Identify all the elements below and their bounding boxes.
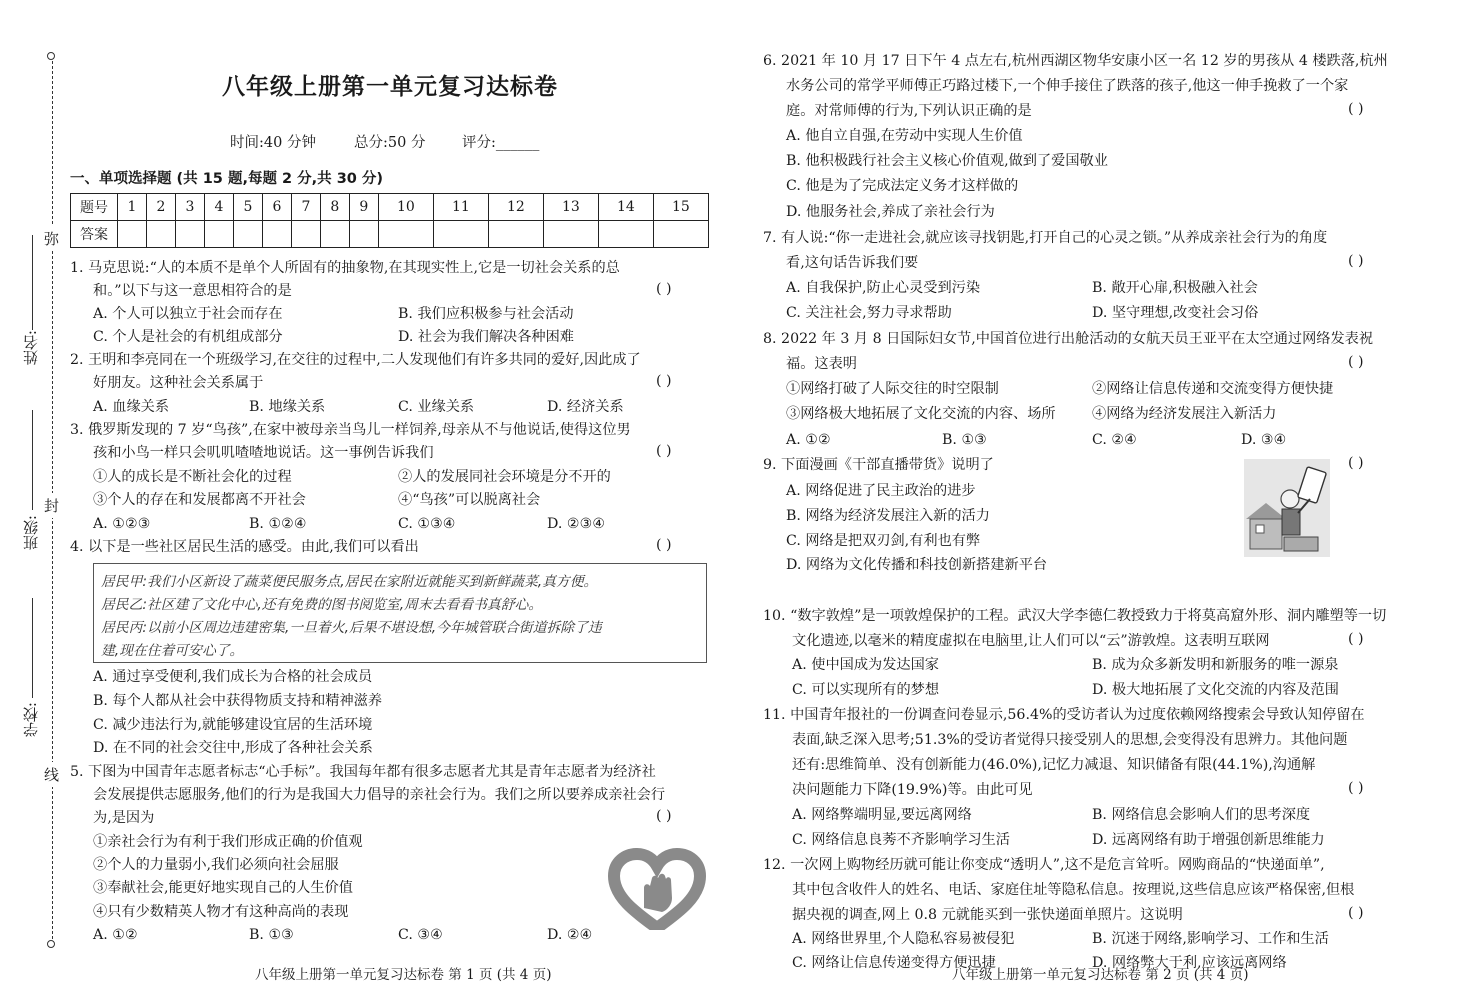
- q2-option-a: A. 血缘关系: [93, 399, 170, 415]
- page-title: 八年级上册第一单元复习达标卷: [222, 74, 558, 100]
- exam-grade: 评分:______: [462, 135, 540, 151]
- q7-answer-bracket: ( ): [1348, 253, 1364, 269]
- q5-option-c: C. ③④: [398, 927, 443, 943]
- q12-option-c: C. 网络让信息传递变得方便迅捷: [792, 955, 996, 971]
- q7-option-a: A. 自我保护,防止心灵受到污染: [786, 280, 981, 296]
- q9-option-d: D. 网络为文化传播和科技创新搭建新平台: [786, 557, 1048, 573]
- q8-statement-2: ②网络让信息传递和交流变得方便快捷: [1092, 381, 1334, 397]
- q8-option-c: C. ②④: [1092, 432, 1137, 448]
- question-number: 5: [233, 194, 262, 221]
- q1-option-d: D. 社会为我们解决各种困难: [398, 329, 574, 345]
- q12-stem-line-3: 据央视的调查,网上 0.8 元就能买到一张快递面单照片。这说明: [792, 907, 1183, 923]
- q6-option-b: B. 他积极践行社会主义核心价值观,做到了爱国敬业: [786, 153, 1108, 169]
- question-number: 3: [175, 194, 204, 221]
- q8-option-a: A. ①②: [786, 432, 831, 448]
- q3-statement-4: ④“鸟孩”可以脱离社会: [398, 492, 541, 508]
- q2-stem-line-2: 好朋友。这种社会关系属于: [93, 375, 264, 391]
- answer-table-number-row: [71, 194, 709, 221]
- question-number: 7: [291, 194, 320, 221]
- q6-stem-line-1: 6. 2021 年 10 月 17 日下午 4 点左右,杭州西湖区物华安康小区一名 12 岁的男孩从 4 楼跌落,杭州: [763, 53, 1388, 69]
- q12-stem-line-2: 其中包含收件人的姓名、电话、家庭住址等隐私信息。按理说,这些信息应该严格保密,但根: [792, 882, 1355, 898]
- q3-statement-3: ③个人的存在和发展都离不开社会: [93, 492, 306, 508]
- q3-statement-2: ②人的发展同社会环境是分不开的: [398, 469, 611, 485]
- question-number: 11: [433, 194, 488, 221]
- q8-statement-1: ①网络打破了人际交往的时空限制: [786, 381, 999, 397]
- q7-option-d: D. 坚守理想,改变社会习俗: [1092, 305, 1259, 321]
- quote-line: 建,现在住着可安心了。: [101, 643, 244, 659]
- q5-statement-2: ②个人的力量弱小,我们必须向社会屈服: [93, 857, 339, 873]
- q4-option-d: D. 在不同的社会交往中,形成了各种社会关系: [93, 740, 373, 756]
- q3-statement-1: ①人的成长是不断社会化的过程: [93, 469, 292, 485]
- q10-stem-line-2: 文化遗迹,以毫米的精度虚拟在电脑里,让人们可以“云”游敦煌。这表明互联网: [792, 633, 1270, 649]
- q1-stem-line-2: 和。”以下与这一意思相符合的是: [93, 283, 292, 299]
- q1-option-c: C. 个人是社会的有机组成部分: [93, 329, 283, 345]
- q11-stem-line-4: 决问题能力下降(19.9%)等。由此可见: [792, 782, 1033, 798]
- binding-hole-bottom: [47, 940, 55, 948]
- answer-cell[interactable]: [433, 221, 488, 248]
- q11-option-c: C. 网络信息良莠不齐影响学习生活: [792, 832, 1010, 848]
- q11-answer-bracket: ( ): [1348, 780, 1364, 796]
- q12-answer-bracket: ( ): [1348, 905, 1364, 921]
- exam-time: 时间:40 分钟: [230, 135, 316, 151]
- q1-option-b: B. 我们应积极参与社会活动: [398, 306, 574, 322]
- q7-option-c: C. 关注社会,努力寻求帮助: [786, 305, 952, 321]
- q2-answer-bracket: ( ): [656, 373, 672, 389]
- q10-option-c: C. 可以实现所有的梦想: [792, 682, 940, 698]
- q2-option-d: D. 经济关系: [547, 399, 624, 415]
- q5-stem-line-1: 5. 下图为中国青年志愿者标志“心手标”。我国每年都有很多志愿者尤其是青年志愿者为经济社: [70, 764, 656, 780]
- name-write-line: [32, 235, 33, 330]
- q3-option-a: A. ①②③: [93, 516, 151, 532]
- answer-cell[interactable]: [598, 221, 653, 248]
- q9-answer-bracket: ( ): [1348, 455, 1364, 471]
- q11-stem-line-2: 表面,缺乏深入思考;51.3%的受访者觉得只接受别人的思想,会变得没有思辨力。其他问题: [792, 732, 1348, 748]
- answer-cell[interactable]: [118, 221, 147, 248]
- q12-option-a: A. 网络世界里,个人隐私容易被侵犯: [792, 931, 1015, 947]
- quote-line: 居民乙:社区建了文化中心,还有免费的图书阅览室,周末去看看书真舒心。: [101, 597, 543, 613]
- answer-cell[interactable]: [349, 221, 378, 248]
- q3-option-d: D. ②③④: [547, 516, 606, 532]
- school-label: 学校:: [22, 702, 40, 738]
- quote-line: 居民甲:我们小区新设了蔬菜便民服务点,居民在家附近就能买到新鲜蔬菜,真方便。: [101, 574, 598, 590]
- seal-char-xian: 线: [44, 762, 59, 787]
- footer-page-2: 八年级上册第一单元复习达标卷 第 2 页 (共 4 页): [952, 967, 1249, 983]
- q3-stem-line-2: 孩和小鸟一样只会叽叽喳喳地说话。这一事例告诉我们: [93, 445, 434, 461]
- class-write-line: [32, 410, 33, 510]
- answer-cell[interactable]: [320, 221, 349, 248]
- q5-answer-bracket: ( ): [656, 808, 672, 824]
- q4-option-c: C. 减少违法行为,就能够建设宜居的生活环境: [93, 717, 373, 733]
- seal-char-mi: 弥: [44, 226, 59, 251]
- q8-answer-bracket: ( ): [1348, 354, 1364, 370]
- answer-cell[interactable]: [262, 221, 291, 248]
- q5-statement-1: ①亲社会行为有利于我们形成正确的价值观: [93, 834, 363, 850]
- question-number: 2: [146, 194, 175, 221]
- class-label: 班级:: [22, 515, 40, 551]
- q5-statement-3: ③奉献社会,能更好地实现自己的人生价值: [93, 880, 353, 896]
- q9-option-c: C. 网络是把双刃剑,有利也有弊: [786, 533, 981, 549]
- q11-stem-line-1: 11. 中国青年报社的一份调查问卷显示,56.4%的受访者认为过度依赖网络搜索会导致认知停留在: [763, 707, 1365, 723]
- q11-stem-line-3: 还有:思维简单、没有创新能力(46.0%),记忆力减退、知识储备有限(44.1%),沟通解: [792, 757, 1316, 773]
- q5-option-b: B. ①③: [249, 927, 294, 943]
- question-number: 10: [378, 194, 433, 221]
- q6-stem-line-3: 庭。对常师傅的行为,下列认识正确的是: [786, 103, 1032, 119]
- q5-option-a: A. ①②: [93, 927, 138, 943]
- q3-option-b: B. ①②④: [249, 516, 307, 532]
- q4-option-a: A. 通过享受便利,我们成长为合格的社会成员: [93, 669, 373, 685]
- answer-table-answer-row: [71, 221, 709, 248]
- q2-option-b: B. 地缘关系: [249, 399, 326, 415]
- school-write-line: [32, 598, 33, 698]
- q5-statement-4: ④只有少数精英人物才有这种高尚的表现: [93, 904, 349, 920]
- q3-answer-bracket: ( ): [656, 443, 672, 459]
- answer-table: [70, 193, 709, 248]
- binding-hole-top: [47, 52, 55, 60]
- q8-statement-3: ③网络极大地拓展了文化交流的内容、场所: [786, 406, 1056, 422]
- answer-cell[interactable]: [378, 221, 433, 248]
- quote-line: 居民丙:以前小区周边违建密集,一旦着火,后果不堪设想,今年城管联合街道拆除了违: [101, 620, 602, 636]
- q8-option-d: D. ③④: [1241, 432, 1287, 448]
- table-header-number: 题号: [71, 194, 118, 221]
- question-number: 1: [118, 194, 147, 221]
- q11-option-a: A. 网络弊端明显,要远离网络: [792, 807, 972, 823]
- answer-cell[interactable]: [204, 221, 233, 248]
- q7-stem-line-2: 看,这句话告诉我们要: [786, 255, 919, 271]
- q12-option-d: D. 网络弊大于利,应该远离网络: [1092, 955, 1287, 971]
- question-number: 6: [262, 194, 291, 221]
- cartoon-livestream-illustration: [1244, 459, 1330, 557]
- answer-cell[interactable]: [233, 221, 262, 248]
- answer-cell[interactable]: [146, 221, 175, 248]
- question-number: 4: [204, 194, 233, 221]
- q4-answer-bracket: ( ): [656, 537, 672, 553]
- section-heading: 一、单项选择题 (共 15 题,每题 2 分,共 30 分): [70, 171, 384, 187]
- q9-option-a: A. 网络促进了民主政治的进步: [786, 483, 976, 499]
- question-number: 12: [488, 194, 543, 221]
- q1-option-a: A. 个人可以独立于社会而存在: [93, 306, 283, 322]
- question-number: 15: [653, 194, 708, 221]
- q12-option-b: B. 沉迷于网络,影响学习、工作和生活: [1092, 931, 1329, 947]
- exam-total-score: 总分:50 分: [354, 135, 426, 151]
- q8-stem-line-1: 8. 2022 年 3 月 8 日国际妇女节,中国首位进行出舱活动的女航天员王亚平在太空通过网络发表祝: [763, 331, 1374, 347]
- q8-option-b: B. ①③: [942, 432, 987, 448]
- q2-stem-line-1: 2. 王明和李亮同在一个班级学习,在交往的过程中,二人发现他们有许多共同的爱好,因此成了: [70, 352, 641, 368]
- q3-stem-line-1: 3. 俄罗斯发现的 7 岁“鸟孩”,在家中被母亲当鸟儿一样饲养,母亲从不与他说话,使得这位男: [70, 422, 631, 438]
- name-label: 姓名:: [22, 330, 40, 366]
- q4-option-b: B. 每个人都从社会中获得物质支持和精神滋养: [93, 693, 383, 709]
- question-number: 14: [598, 194, 653, 221]
- table-header-answer: 答案: [71, 221, 118, 248]
- question-number: 9: [349, 194, 378, 221]
- q11-option-d: D. 远离网络有助于增强创新思维能力: [1092, 832, 1325, 848]
- q12-stem-line-1: 12. 一次网上购物经历就可能让你变成“透明人”,这不是危言耸听。网购商品的“快递面单”,: [763, 857, 1325, 873]
- answer-cell[interactable]: [291, 221, 320, 248]
- q6-option-c: C. 他是为了完成法定义务才这样做的: [786, 178, 1019, 194]
- q10-option-a: A. 使中国成为发达国家: [792, 657, 939, 673]
- q2-option-c: C. 业缘关系: [398, 399, 475, 415]
- q7-stem-line-1: 7. 有人说:“你一走进社会,就应该寻找钥匙,打开自己的心灵之锁。”从养成亲社会行为的角度: [763, 230, 1328, 246]
- q11-option-b: B. 网络信息会影响人们的思考深度: [1092, 807, 1311, 823]
- q10-answer-bracket: ( ): [1348, 631, 1364, 647]
- q8-statement-4: ④网络为经济发展注入新活力: [1092, 406, 1277, 422]
- q6-stem-line-2: 水务公司的常学平师傅正巧路过楼下,一个伸手接住了跌落的孩子,他这一伸手挽救了一个家: [786, 78, 1349, 94]
- q6-option-d: D. 他服务社会,养成了亲社会行为: [786, 204, 995, 220]
- q1-answer-bracket: ( ): [656, 281, 672, 297]
- q8-stem-line-2: 福。这表明: [786, 356, 857, 372]
- q5-option-d: D. ②④: [547, 927, 593, 943]
- q6-option-a: A. 他自立自强,在劳动中实现人生价值: [786, 128, 1023, 144]
- q4-resident-quote-box: [93, 563, 707, 663]
- answer-cell[interactable]: [653, 221, 708, 248]
- q7-option-b: B. 敞开心扉,积极融入社会: [1092, 280, 1258, 296]
- q5-stem-line-3: 为,是因为: [93, 810, 155, 826]
- q1-stem-line-1: 1. 马克思说:“人的本质不是单个人所固有的抽象物,在其现实性上,它是一切社会关系的总: [70, 260, 620, 276]
- question-number: 8: [320, 194, 349, 221]
- q10-option-b: B. 成为众多新发明和新服务的唯一源泉: [1092, 657, 1339, 673]
- answer-cell[interactable]: [175, 221, 204, 248]
- footer-page-1: 八年级上册第一单元复习达标卷 第 1 页 (共 4 页): [255, 967, 552, 983]
- q5-stem-line-2: 会发展提供志愿服务,他们的行为是我国大力倡导的亲社会行为。我们之所以要养成亲社会行: [93, 787, 666, 803]
- q6-answer-bracket: ( ): [1348, 101, 1364, 117]
- question-number: 13: [543, 194, 598, 221]
- q10-option-d: D. 极大地拓展了文化交流的内容及范围: [1092, 682, 1339, 698]
- q9-option-b: B. 网络为经济发展注入新的活力: [786, 508, 990, 524]
- volunteer-heart-hand-logo: [608, 848, 706, 930]
- q3-option-c: C. ①③④: [398, 516, 456, 532]
- q9-stem: 9. 下面漫画《干部直播带货》说明了: [763, 457, 994, 473]
- seal-char-feng: 封: [44, 493, 59, 518]
- q4-stem: 4. 以下是一些社区居民生活的感受。由此,我们可以看出: [70, 539, 419, 555]
- answer-cell[interactable]: [543, 221, 598, 248]
- answer-cell[interactable]: [488, 221, 543, 248]
- q10-stem-line-1: 10. “数字敦煌”是一项敦煌保护的工程。武汉大学李德仁教授致力于将莫高窟外形、洞内雕塑等一切: [763, 608, 1387, 624]
